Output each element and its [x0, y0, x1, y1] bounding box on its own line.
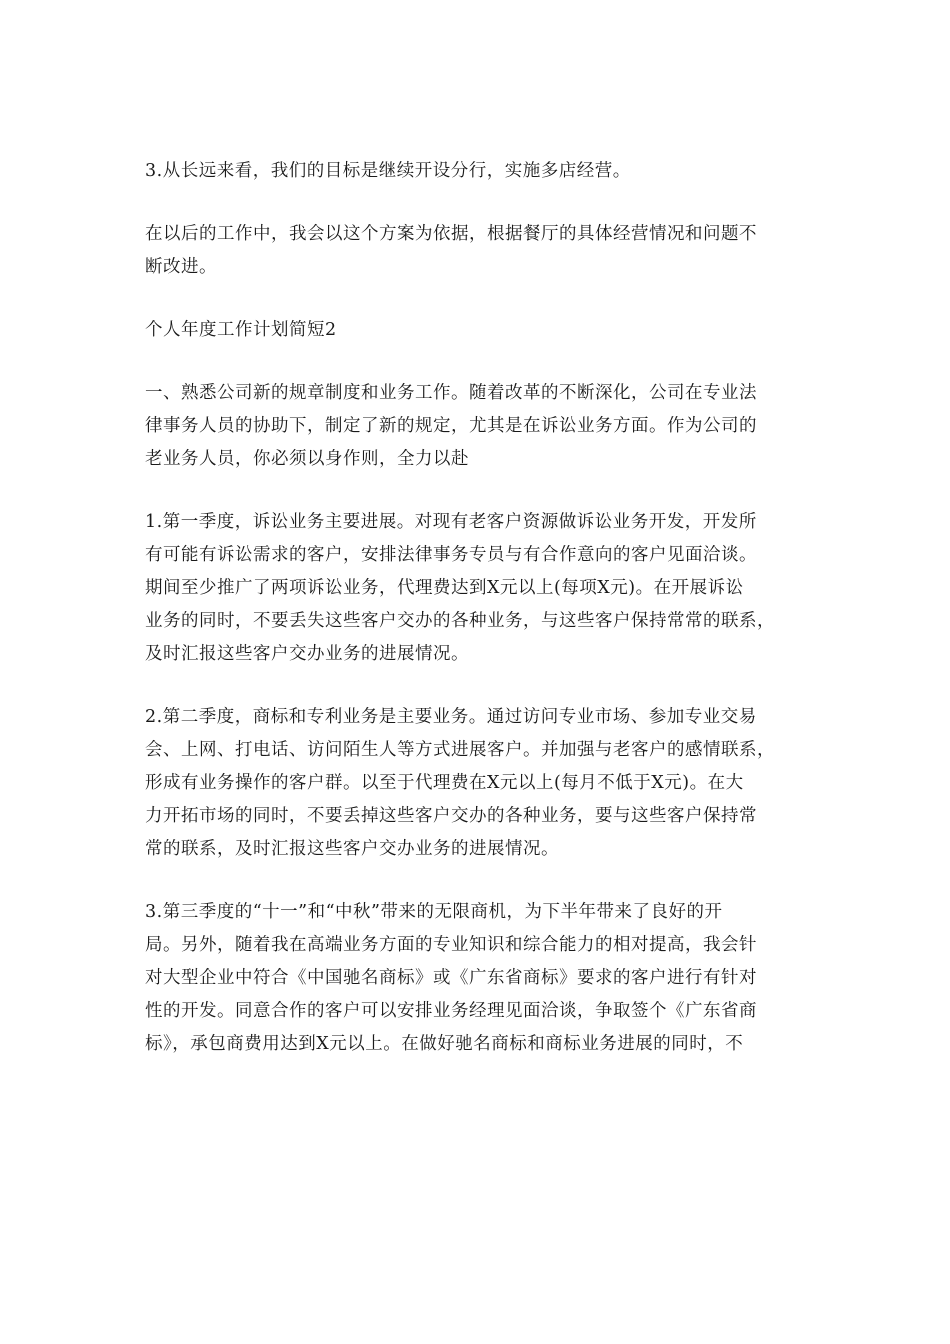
text-line: 力开拓市场的同时，不要丢掉这些客户交办的各种业务，要与这些客户保持常	[145, 806, 757, 826]
text-line: 有可能有诉讼需求的客户，安排法律事务专员与有合作意向的客户见面洽谈。	[145, 545, 757, 565]
text-line: 1.第一季度，诉讼业务主要进展。对现有老客户资源做诉讼业务开发，开发所	[145, 512, 757, 532]
text-line: 及时汇报这些客户交办业务的进展情况。	[145, 644, 469, 664]
text-line: 在以后的工作中，我会以这个方案为依据，根据餐厅的具体经营情况和问题不	[145, 224, 757, 244]
text-line: 3.第三季度的“十一”和“中秋”带来的无限商机，为下半年带来了良好的开	[145, 902, 723, 922]
text-line: 一、熟悉公司新的规章制度和业务工作。随着改革的不断深化，公司在专业法	[145, 383, 757, 403]
text-line: 期间至少推广了两项诉讼业务，代理费达到X元以上(每项X元)。在开展诉讼	[145, 578, 744, 598]
paragraph-rules-familiarization	[145, 377, 810, 476]
text-line: 标》，承包商费用达到X元以上。在做好驰名商标和商标业务进展的同时，不	[145, 1034, 744, 1054]
text-line: 形成有业务操作的客户群。以至于代理费在X元以上(每月不低于X元)。在大	[145, 773, 744, 793]
paragraph-second-quarter	[145, 701, 810, 866]
paragraph-long-term-goal	[145, 155, 810, 188]
paragraph-future-work	[145, 218, 810, 284]
document-body	[145, 155, 810, 1091]
text-line: 常的联系，及时汇报这些客户交办业务的进展情况。	[145, 839, 559, 859]
text-line: 性的开发。同意合作的客户可以安排业务经理见面洽谈，争取签个《广东省商	[145, 1001, 757, 1021]
text-line: 局。另外，随着我在高端业务方面的专业知识和综合能力的相对提高，我会针	[145, 935, 757, 955]
text-line: 律事务人员的协助下，制定了新的规定，尤其是在诉讼业务方面。作为公司的	[145, 416, 757, 436]
text-line: 2.第二季度，商标和专利业务是主要业务。通过访问专业市场、参加专业交易	[145, 707, 757, 727]
text-line: 业务的同时，不要丢失这些客户交办的各种业务，与这些客户保持常常的联系，	[145, 611, 775, 631]
paragraph-first-quarter	[145, 506, 810, 671]
paragraph-third-quarter	[145, 896, 810, 1061]
section-title-text: 个人年度工作计划简短2	[145, 320, 337, 340]
text-line: 断改进。	[145, 257, 217, 277]
text-line: 3.从长远来看，我们的目标是继续开设分行，实施多店经营。	[145, 161, 631, 181]
section-title	[145, 314, 810, 347]
text-line: 老业务人员，你必须以身作则，全力以赴	[145, 449, 469, 469]
text-line: 会、上网、打电话、访问陌生人等方式进展客户。并加强与老客户的感情联系，	[145, 740, 775, 760]
text-line: 对大型企业中符合《中国驰名商标》或《广东省商标》要求的客户进行有针对	[145, 968, 757, 988]
